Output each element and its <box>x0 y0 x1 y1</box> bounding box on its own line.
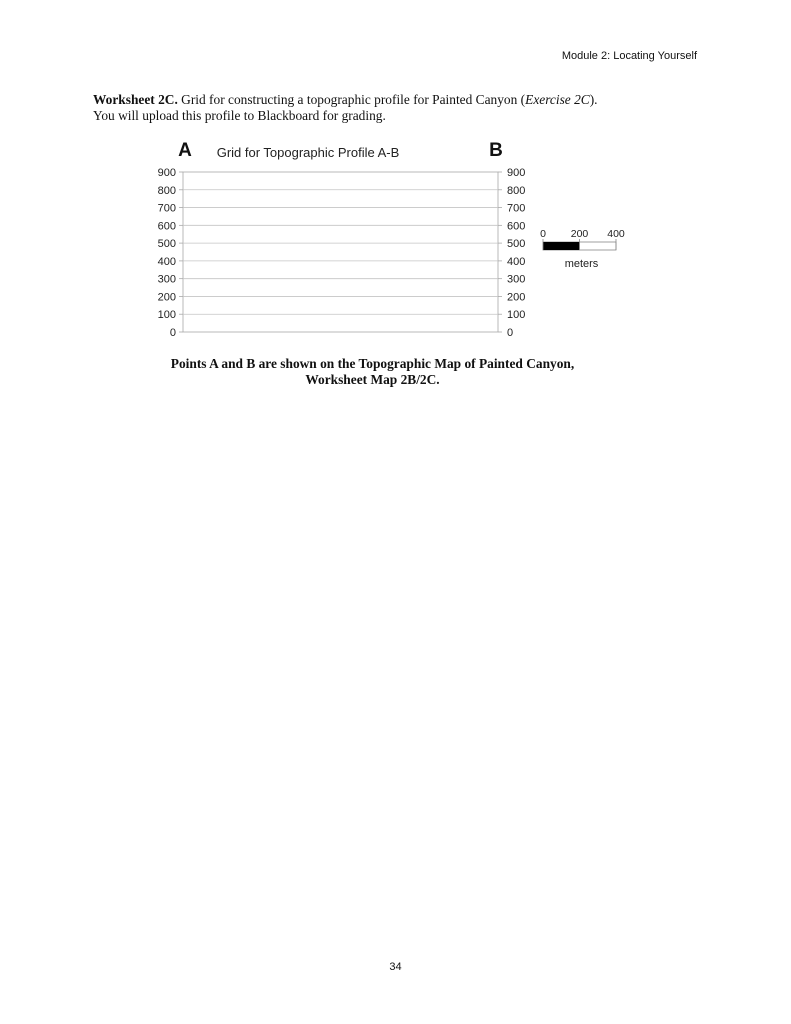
right-axis-tick-label: 300 <box>507 273 526 286</box>
left-axis-tick-label: 0 <box>169 327 176 339</box>
caption-line-2: Worksheet Map 2B/2C. <box>305 372 440 387</box>
worksheet-label: Worksheet 2C. <box>93 92 178 107</box>
scale-bar-tick-label: 0 <box>540 228 546 240</box>
right-axis-tick-label: 900 <box>507 167 526 179</box>
profile-grid-svg <box>140 135 640 345</box>
worksheet-intro <box>93 92 713 124</box>
intro-text-b: ). <box>589 92 598 107</box>
scale-bar-filled-segment <box>543 242 580 250</box>
profile-grid-figure <box>140 135 640 345</box>
left-axis-tick-label: 400 <box>157 255 176 268</box>
left-axis-tick-label: 900 <box>157 167 176 179</box>
exercise-reference: Exercise 2C <box>525 92 590 107</box>
figure-caption <box>150 356 595 388</box>
right-axis-tick-label: 800 <box>507 184 526 197</box>
scale-bar-unit-label: meters <box>564 258 599 270</box>
left-axis-tick-label: 300 <box>157 273 176 286</box>
left-axis-tick-label: 100 <box>157 309 176 322</box>
scale-bar-tick-label: 200 <box>570 228 589 240</box>
scale-bar-tick-label: 400 <box>607 228 625 240</box>
right-axis-tick-label: 100 <box>507 309 526 322</box>
right-axis-tick-label: 400 <box>507 255 526 268</box>
left-axis-tick-label: 500 <box>157 238 176 251</box>
right-axis-tick-label: 200 <box>507 291 526 304</box>
left-axis-tick-label: 200 <box>157 291 176 304</box>
left-axis-tick-label: 600 <box>157 220 176 233</box>
left-axis-tick-label: 700 <box>157 202 176 215</box>
plot-area <box>183 172 498 332</box>
page-number: 34 <box>389 961 402 973</box>
intro-line-2: You will upload this profile to Blackboard for grading. <box>93 108 386 123</box>
right-axis-tick-label: 700 <box>507 202 526 215</box>
page-header: Module 2: Locating Yourself <box>561 50 697 62</box>
intro-text-a: Grid for constructing a topographic profile for Painted Canyon ( <box>177 92 526 107</box>
point-a-label: A <box>178 140 192 161</box>
left-axis-tick-label: 800 <box>157 184 176 197</box>
caption-line-1: Points A and B are shown on the Topographic Map of Painted Canyon, <box>170 356 575 371</box>
point-b-label: B <box>489 140 503 161</box>
right-axis-tick-label: 600 <box>507 220 526 233</box>
right-axis-tick-label: 0 <box>507 327 514 339</box>
chart-title: Grid for Topographic Profile A-B <box>216 145 400 160</box>
right-axis-tick-label: 500 <box>507 238 526 251</box>
